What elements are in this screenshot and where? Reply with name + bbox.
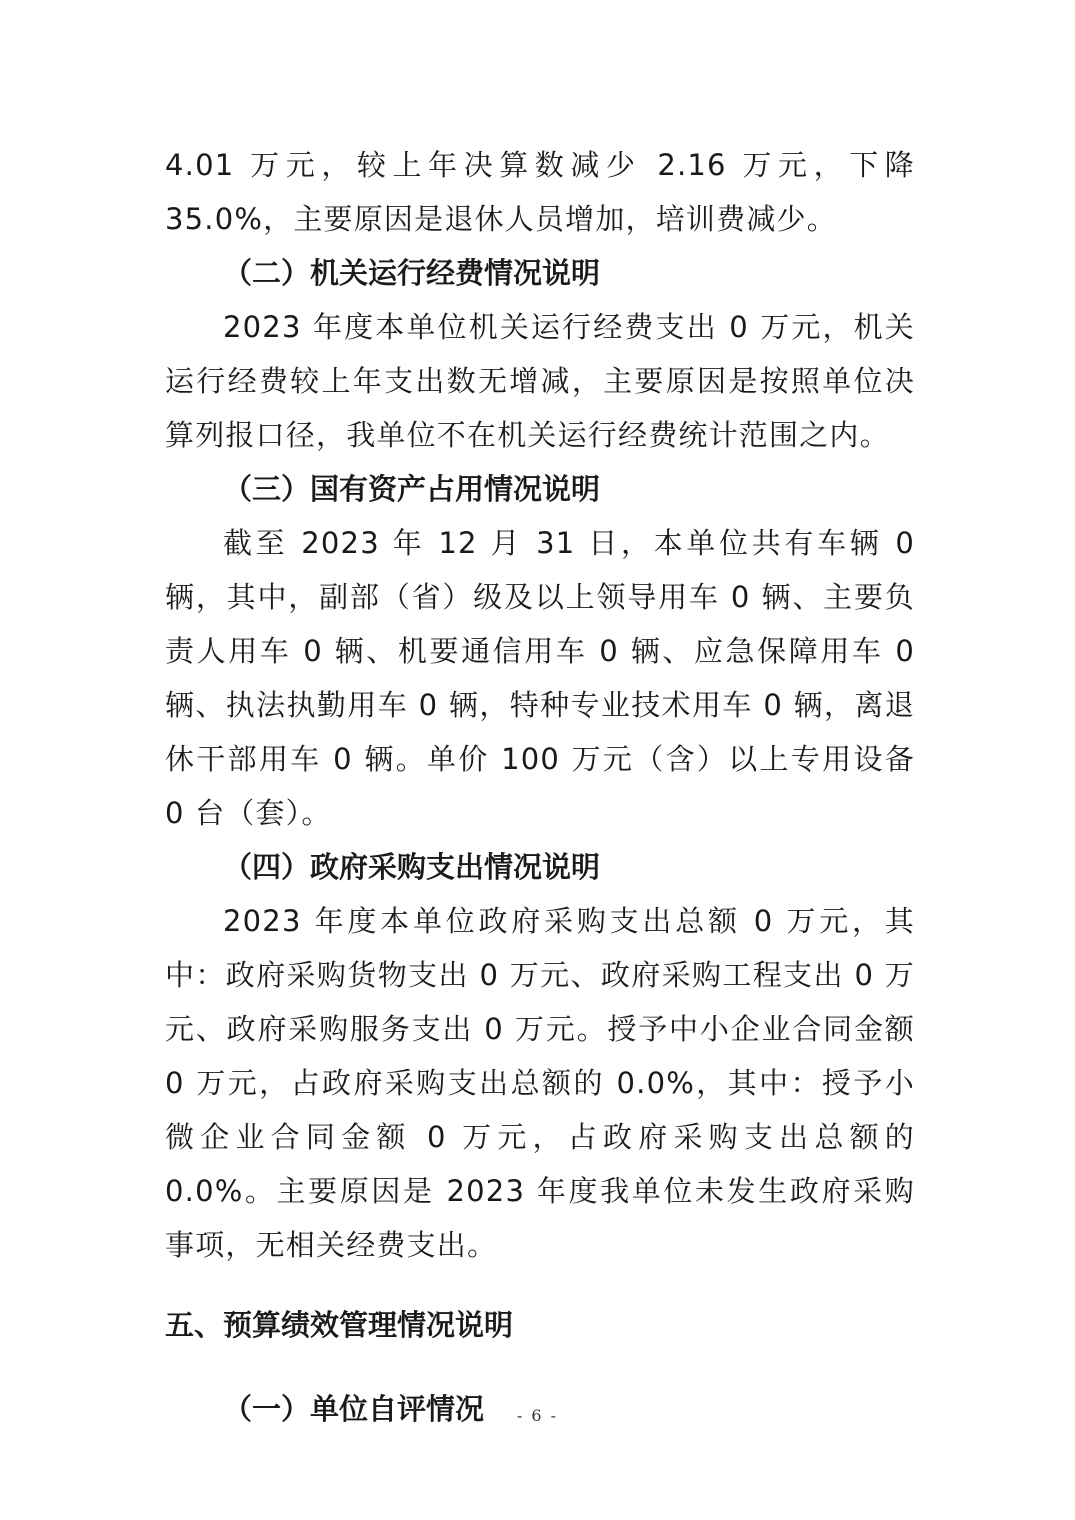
paragraph-state-assets: 截至 2023 年 12 月 31 日，本单位共有车辆 0 辆，其中，副部（省）级及以上领导用车 0 辆、主要负责人用车 0 辆、机要通信用车 0 辆、应急保障用车 0 辆、执法执勤用车 0 辆，特种专业技术用车 0 辆，离退休干部用车 0 辆。单价 100 万元（含）以上专用设备 0 台（套）。 [165,526,915,830]
paragraph-continued: 4.01 万元，较上年决算数减少 2.16 万元，下降 35.0%，主要原因是退休人员增加，培训费减少。 [165,148,915,236]
page-number: - 6 - [516,1406,559,1425]
heading-operating-expenses: （二）机关运行经费情况说明 [223,256,601,290]
heading-state-assets: （三）国有资产占用情况说明 [223,472,601,506]
paragraph-government-procurement: 2023 年度本单位政府采购支出总额 0 万元，其中：政府采购货物支出 0 万元、政府采购工程支出 0 万元、政府采购服务支出 0 万元。授予中小企业合同金额 0 万元，占政府采购支出总额的 0.0%，其中：授予小微企业合同金额 0 万元，占政府采购支出总额的 0.0%。主要原因是 2023 年度我单位未发生政府采购事项，无相关经费支出。 [165,904,915,1262]
heading-self-evaluation: （一）单位自评情况 [223,1392,485,1426]
heading-government-procurement: （四）政府采购支出情况说明 [223,850,601,884]
heading-performance-management: 五、预算绩效管理情况说明 [165,1308,514,1342]
paragraph-operating-expenses: 2023 年度本单位机关运行经费支出 0 万元，机关运行经费较上年支出数无增减，主要原因是按照单位决算列报口径，我单位不在机关运行经费统计范围之内。 [165,310,915,452]
document-body [165,138,915,1436]
